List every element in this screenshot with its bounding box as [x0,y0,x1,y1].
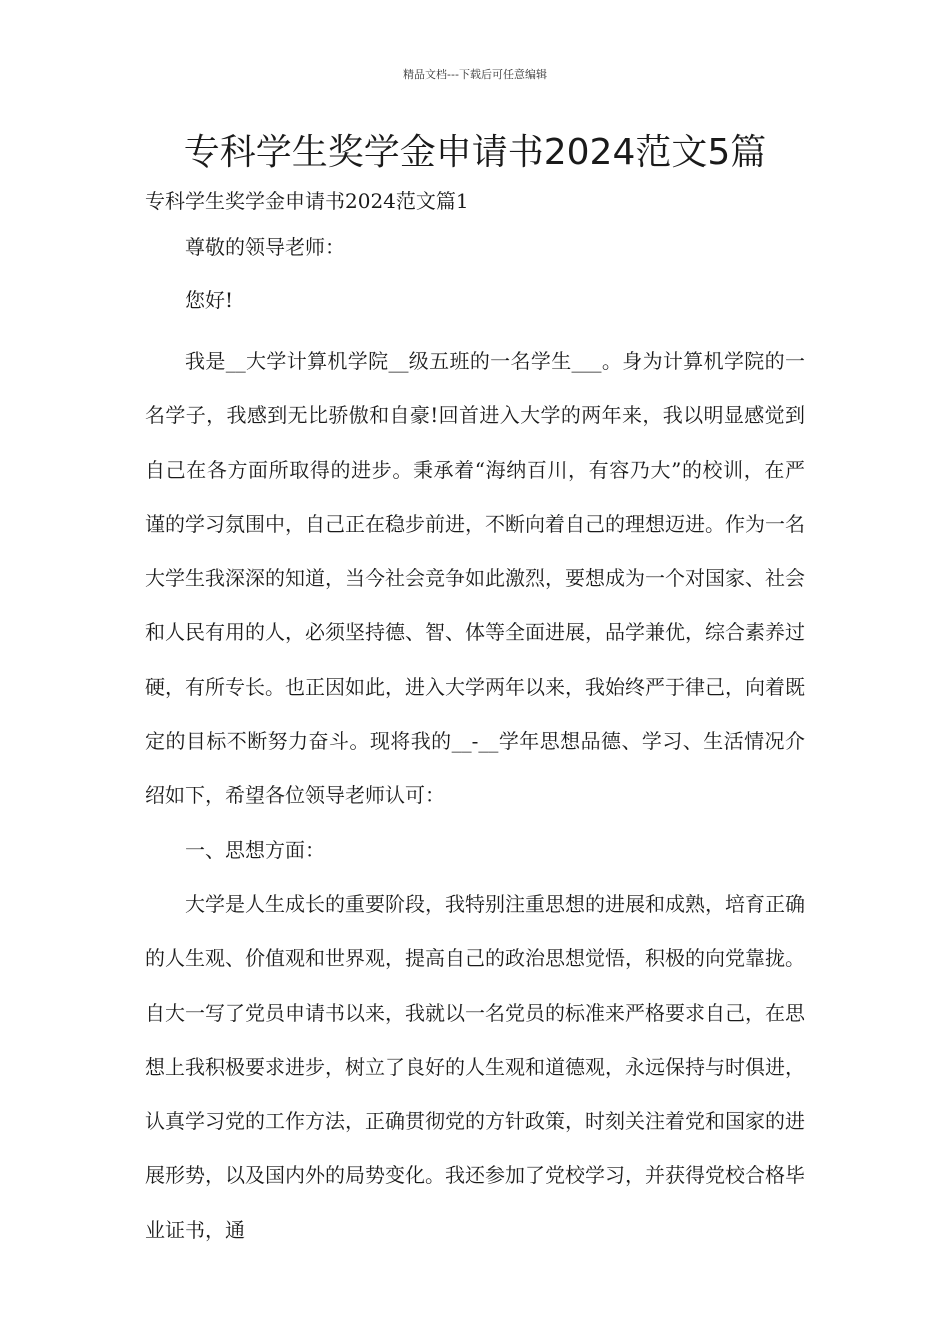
section-heading: 专科学生奖学金申请书2024范文篇1 [145,189,469,213]
paragraph-intro: 我是__大学计算机学院__级五班的一名学生___。身为计算机学院的一名学子，我感到无比骄傲和自豪!回首进入大学的两年来，我以明显感觉到自己在各方面所取得的进步。秉承着“海纳百川，有容乃大”的校训，在严谨的学习氛围中，自己正在稳步前进，不断向着自己的理想迈进。作为一名大学生我深深的知道，当今社会竞争如此激烈，要想成为一个对国家、社会和人民有用的人，必须坚持德、智、体等全面进展，品学兼优，综合素养过硬，有所专长。也正因如此，进入大学两年以来，我始终严于律己，向着既定的目标不断努力奋斗。现将我的__-__学年思想品德、学习、生活情况介绍如下，希望各位领导老师认可： [145,349,805,808]
page-header-note: 精品文档---下载后可任意编辑 [403,68,547,81]
document-body [145,183,805,1257]
greeting: 您好! [185,287,234,312]
subsection-heading: 一、思想方面： [185,837,325,862]
paragraph-ideology: 大学是人生成长的重要阶段，我特别注重思想的进展和成熟，培育正确的人生观、价值观和世界观，提高自己的政治思想觉悟，积极的向党靠拢。自大一写了党员申请书以来，我就以一名党员的标准来严格要求自己，在思想上我积极要求进步，树立了良好的人生观和道德观，永远保持与时俱进，认真学习党的工作方法，正确贯彻党的方针政策，时刻关注着党和国家的进展形势，以及国内外的局势变化。我还参加了党校学习，并获得党校合格毕业证书，通 [145,891,805,1242]
document-title: 专科学生奖学金申请书2024范文5篇 [183,132,767,173]
salutation: 尊敬的领导老师： [185,235,345,259]
